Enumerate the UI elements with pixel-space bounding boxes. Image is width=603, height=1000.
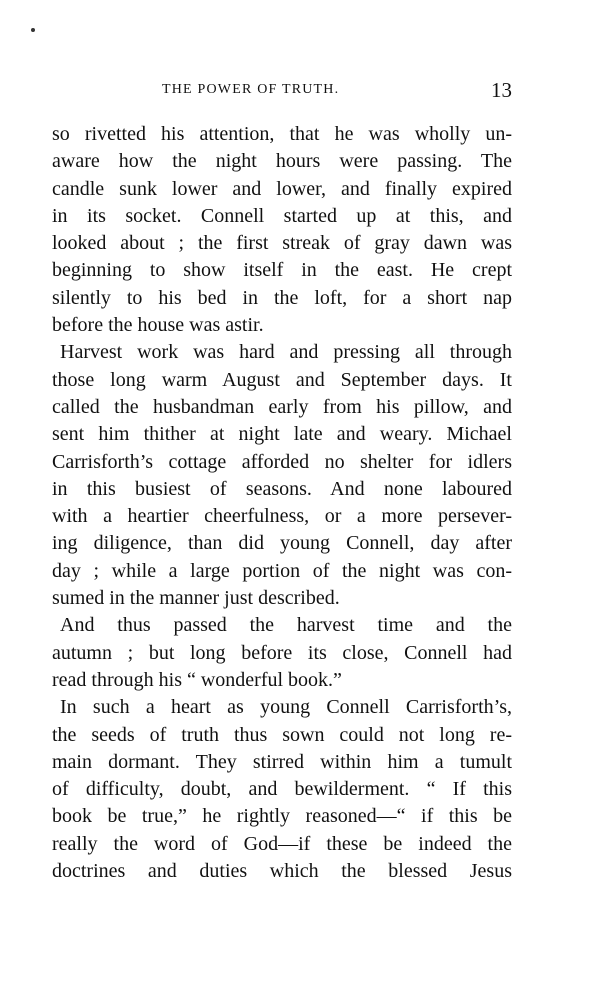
paragraph	[52, 694, 512, 885]
text-line: Harvest work was hard and pressing all through	[60, 341, 512, 364]
paragraph	[52, 612, 512, 694]
text-line: aware how the night hours were passing. The	[52, 150, 512, 173]
page-number: 13	[491, 78, 512, 102]
page-header	[52, 78, 512, 102]
text-line: in this busiest of seasons. And none laboured	[52, 477, 512, 500]
body-text	[52, 121, 512, 885]
text-line: really the word of God—if these be indeed the	[52, 832, 512, 855]
text-line: in its socket. Connell started up at this, and	[52, 204, 512, 227]
text-line: autumn ; but long before its close, Connell had	[52, 641, 512, 664]
text-line: In such a heart as young Connell Carrisforth’s,	[60, 696, 512, 719]
text-line: doctrines and duties which the blessed Jesus	[52, 860, 512, 883]
text-line: And thus passed the harvest time and the	[60, 614, 512, 637]
text-line: beginning to show itself in the east. He crept	[52, 259, 512, 282]
text-line: looked about ; the first streak of gray dawn was	[52, 232, 512, 255]
ink-speck	[31, 28, 35, 32]
text-line: of difficulty, doubt, and bewilderment. “ If this	[52, 778, 512, 801]
text-line: the seeds of truth thus sown could not long re-	[52, 723, 512, 746]
text-line: ing diligence, than did young Connell, day after	[52, 532, 512, 555]
text-line: called the husbandman early from his pillow, and	[52, 395, 512, 418]
text-line: those long warm August and September days. It	[52, 368, 512, 391]
text-line: read through his “ wonderful book.”	[52, 668, 342, 691]
text-line: candle sunk lower and lower, and finally expired	[52, 177, 512, 200]
text-line: with a heartier cheerfulness, or a more persever-	[52, 505, 512, 528]
text-line: main dormant. They stirred within him a tumult	[52, 750, 512, 773]
paragraph	[52, 121, 512, 339]
text-line: so rivetted his attention, that he was wholly un-	[52, 123, 512, 145]
text-line: before the house was astir.	[52, 314, 264, 337]
text-line: book be true,” he rightly reasoned—“ if this be	[52, 805, 512, 828]
text-line: day ; while a large portion of the night was con-	[52, 559, 512, 582]
paragraph	[52, 339, 512, 612]
text-line: Carrisforth’s cottage afforded no shelter for idlers	[52, 450, 512, 473]
text-line: silently to his bed in the loft, for a short nap	[52, 286, 512, 309]
text-line: sent him thither at night late and weary. Michael	[52, 423, 512, 446]
running-title: THE POWER OF TRUTH.	[162, 82, 340, 97]
text-line: sumed in the manner just described.	[52, 587, 340, 610]
